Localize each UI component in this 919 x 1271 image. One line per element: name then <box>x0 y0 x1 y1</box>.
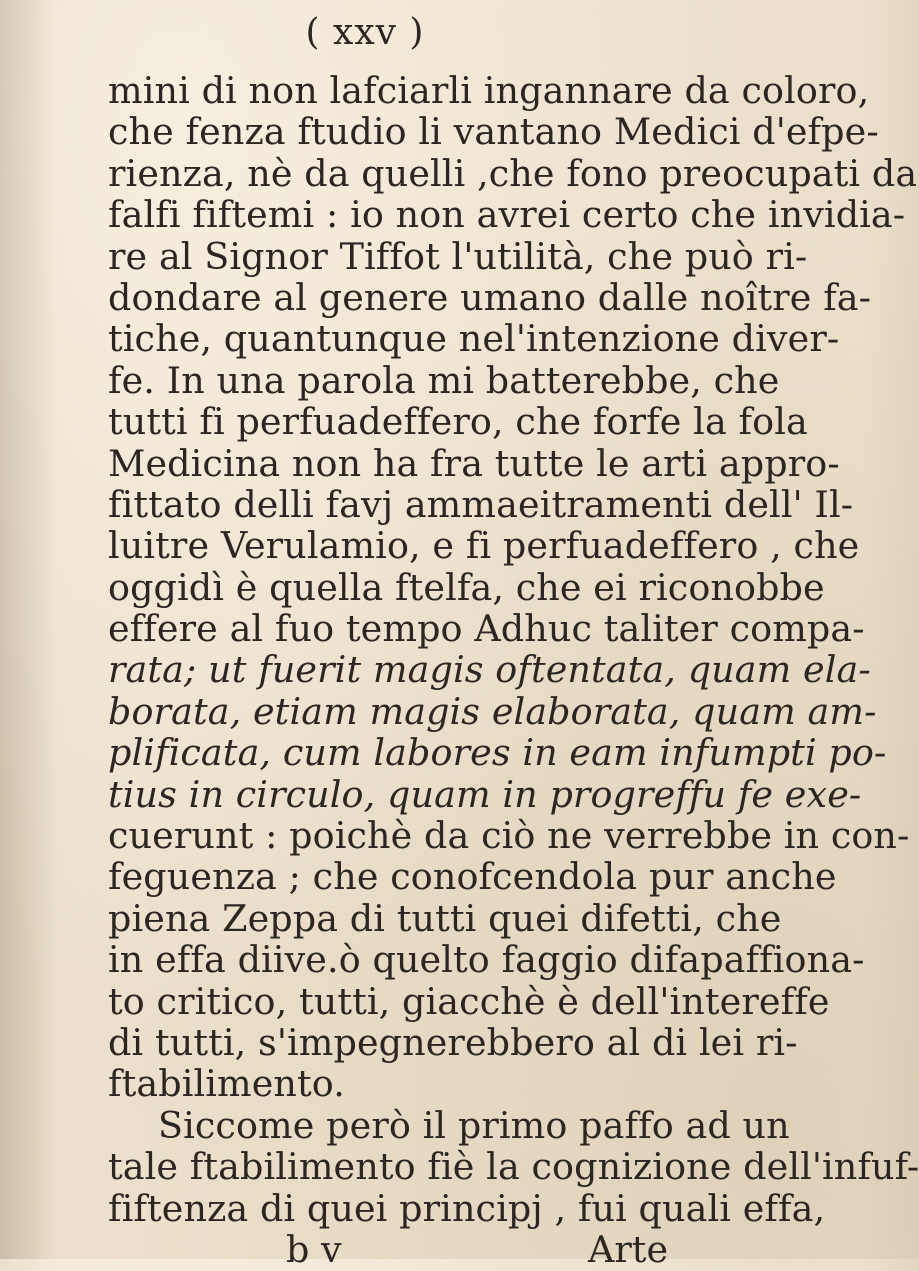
text-line-7: tiche, quantunque nel'intenzione diver- <box>108 317 840 361</box>
text-line-28: fiftenza di quei principj , fui quali effa, <box>108 1186 826 1230</box>
text-line-19: cuerunt : poichè da ciò ne verrebbe in con- <box>108 814 910 858</box>
text-line-8: fe. In una parola mi batterebbe, che <box>108 358 780 402</box>
text-line-3: rienza, nè da quelli ,che fono preocupati da <box>108 151 918 195</box>
text-line-24: di tutti, s'impegnerebbero al di lei ri- <box>108 1020 798 1064</box>
text-line-22: in effa diive.ò quelto faggio difapaffiona- <box>108 938 865 982</box>
text-line-25: ftabilimento. <box>108 1062 345 1106</box>
text-line-20: feguenza ; che conofcendola pur anche <box>108 855 837 899</box>
text-line-17: plificata, cum labores in eam infumpti po- <box>108 731 887 775</box>
text-line-23: to critico, tutti, giacchè è dell'intereffe <box>108 979 830 1023</box>
page-header <box>0 12 800 53</box>
text-line-1: mini di non lafciarli ingannare da coloro, <box>108 69 870 112</box>
page-number: ( xxv ) <box>305 12 425 53</box>
text-line-9: tutti fi perfuadeffero, che forfe la fola <box>108 400 808 444</box>
text-line-21: piena Zeppa di tutti quei difetti, che <box>108 896 782 940</box>
catch-line <box>108 1229 758 1270</box>
text-line-10: Medicina non ha fra tutte le arti appro- <box>108 441 840 485</box>
catchword: Arte <box>588 1227 669 1271</box>
spine-shadow <box>0 0 60 1259</box>
text-line-15: rata; ut fuerit magis oftentata, quam ela- <box>108 648 871 692</box>
text-line-5: re al Signor Tiffot l'utilità, che può ri- <box>108 234 808 278</box>
text-line-16: borata, etiam magis elaborata, quam am- <box>108 689 877 733</box>
text-line-18: tius in circulo, quam in progreffu fe exe- <box>108 772 862 816</box>
body-text <box>108 69 919 1271</box>
text-line-4: falfi fiftemi : io non avrei certo che invidia- <box>108 193 906 237</box>
text-line-12: luitre Verulamio, e fi perfuadeffero , che <box>108 524 860 568</box>
text-line-14: effere al fuo tempo Adhuc taliter compa- <box>108 607 865 651</box>
text-line-2: che fenza ftudio li vantano Medici d'efpe- <box>108 110 879 154</box>
text-line-27: tale ftabilimento fiè la cognizione dell'infuf- <box>108 1145 919 1189</box>
signature-mark: b v <box>286 1227 342 1271</box>
text-line-26: Siccome però il primo paffo ad un <box>158 1103 790 1147</box>
text-line-6: dondare al genere umano dalle noître fa- <box>108 275 872 319</box>
text-line-13: oggidì è quella ftelfa, che ei riconobbe <box>108 565 825 609</box>
text-line-11: fittato delli favj ammaeitramenti dell' Il- <box>108 482 854 526</box>
